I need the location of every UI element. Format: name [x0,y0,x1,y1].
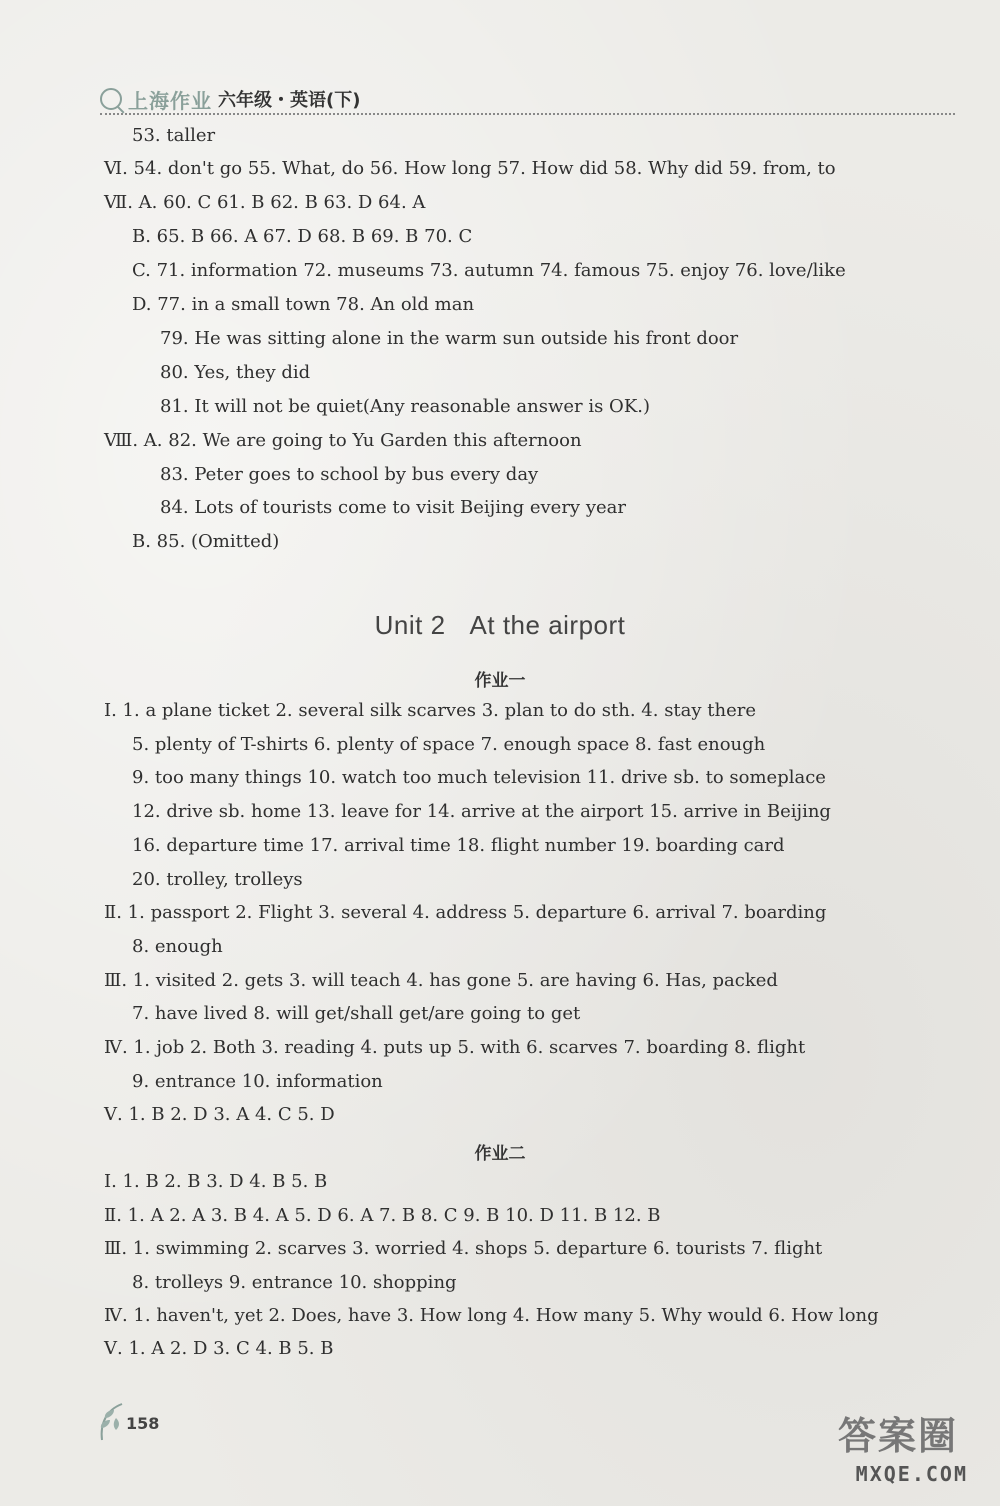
answer-line: Ⅰ. 1. a plane ticket 2. several silk scarves 3. plan to do sth. 4. stay there [104,700,757,721]
answer-line: Ⅳ. 1. job 2. Both 3. reading 4. puts up 5. with 6. scarves 7. boarding 8. flight [104,1037,806,1058]
homework-2-title: 作业二 [474,1144,526,1164]
answer-line: C. 71. information 72. museums 73. autumn 74. famous 75. enjoy 76. love/like [132,260,846,281]
answer-line: 20. trolley, trolleys [132,869,303,890]
answer-line: Ⅷ. A. 82. We are going to Yu Garden this afternoon [104,430,582,451]
leaf-icon [96,1400,126,1444]
subject-title: 六年级・英语(下) [218,90,361,111]
unit-label: Unit 2 [374,610,446,640]
page-number: 158 [126,1414,160,1433]
answer-line: 79. He was sitting alone in the warm sun outside his front door [160,328,739,349]
answer-line: 7. have lived 8. will get/shall get/are going to get [132,1003,581,1024]
answer-line: 8. enough [132,936,223,957]
unit-title [0,610,1000,641]
watermark-cn: 答案圈 [837,1414,958,1458]
answer-line: 16. departure time 17. arrival time 18. flight number 19. boarding card [132,835,785,856]
answer-line: 53. taller [132,125,216,146]
answer-line: Ⅰ. 1. B 2. B 3. D 4. B 5. B [104,1171,328,1192]
answer-line: Ⅲ. 1. visited 2. gets 3. will teach 4. has gone 5. are having 6. Has, packed [104,970,778,991]
answer-line: 5. plenty of T-shirts 6. plenty of space 7. enough space 8. fast enough [132,734,766,755]
page-header [100,84,360,114]
answer-line: 9. entrance 10. information [132,1071,383,1092]
answer-line: Ⅳ. 1. haven't, yet 2. Does, have 3. How long 4. How many 5. Why would 6. How long [104,1305,879,1326]
answer-line: 83. Peter goes to school by bus every day [160,464,539,485]
answer-line: 81. It will not be quiet(Any reasonable answer is OK.) [160,396,651,417]
watermark-url: MXQE.COM [855,1462,968,1486]
answer-line: Ⅵ. 54. don't go 55. What, do 56. How long 57. How did 58. Why did 59. from, to [104,158,836,179]
search-icon [100,88,122,110]
answer-line: B. 65. B 66. A 67. D 68. B 69. B 70. C [132,226,473,247]
answer-line: B. 85. (Omitted) [132,531,280,552]
answer-line: Ⅱ. 1. passport 2. Flight 3. several 4. address 5. departure 6. arrival 7. boarding [104,902,827,923]
answer-line: Ⅴ. 1. B 2. D 3. A 4. C 5. D [104,1104,335,1125]
series-title: 上海作业 [128,88,212,113]
answer-line: 12. drive sb. home 13. leave for 14. arrive at the airport 15. arrive in Beijing [132,801,831,822]
answer-line: 80. Yes, they did [160,362,311,383]
answer-line: 8. trolleys 9. entrance 10. shopping [132,1272,457,1293]
answer-line: 9. too many things 10. watch too much television 11. drive sb. to someplace [132,767,826,788]
watermark-logo [828,1412,978,1492]
answer-line: Ⅴ. 1. A 2. D 3. C 4. B 5. B [104,1338,334,1359]
homework-1-title: 作业一 [474,671,526,691]
answer-line: 84. Lots of tourists come to visit Beijing every year [160,497,626,518]
answer-line: Ⅶ. A. 60. C 61. B 62. B 63. D 64. A [104,192,426,213]
answer-line: Ⅲ. 1. swimming 2. scarves 3. worried 4. shops 5. departure 6. tourists 7. flight [104,1238,823,1259]
header-divider [100,113,955,115]
unit-name: At the airport [469,610,626,640]
answer-line: Ⅱ. 1. A 2. A 3. B 4. A 5. D 6. A 7. B 8. C 9. B 10. D 11. B 12. B [104,1205,661,1226]
answer-line: D. 77. in a small town 78. An old man [132,294,475,315]
